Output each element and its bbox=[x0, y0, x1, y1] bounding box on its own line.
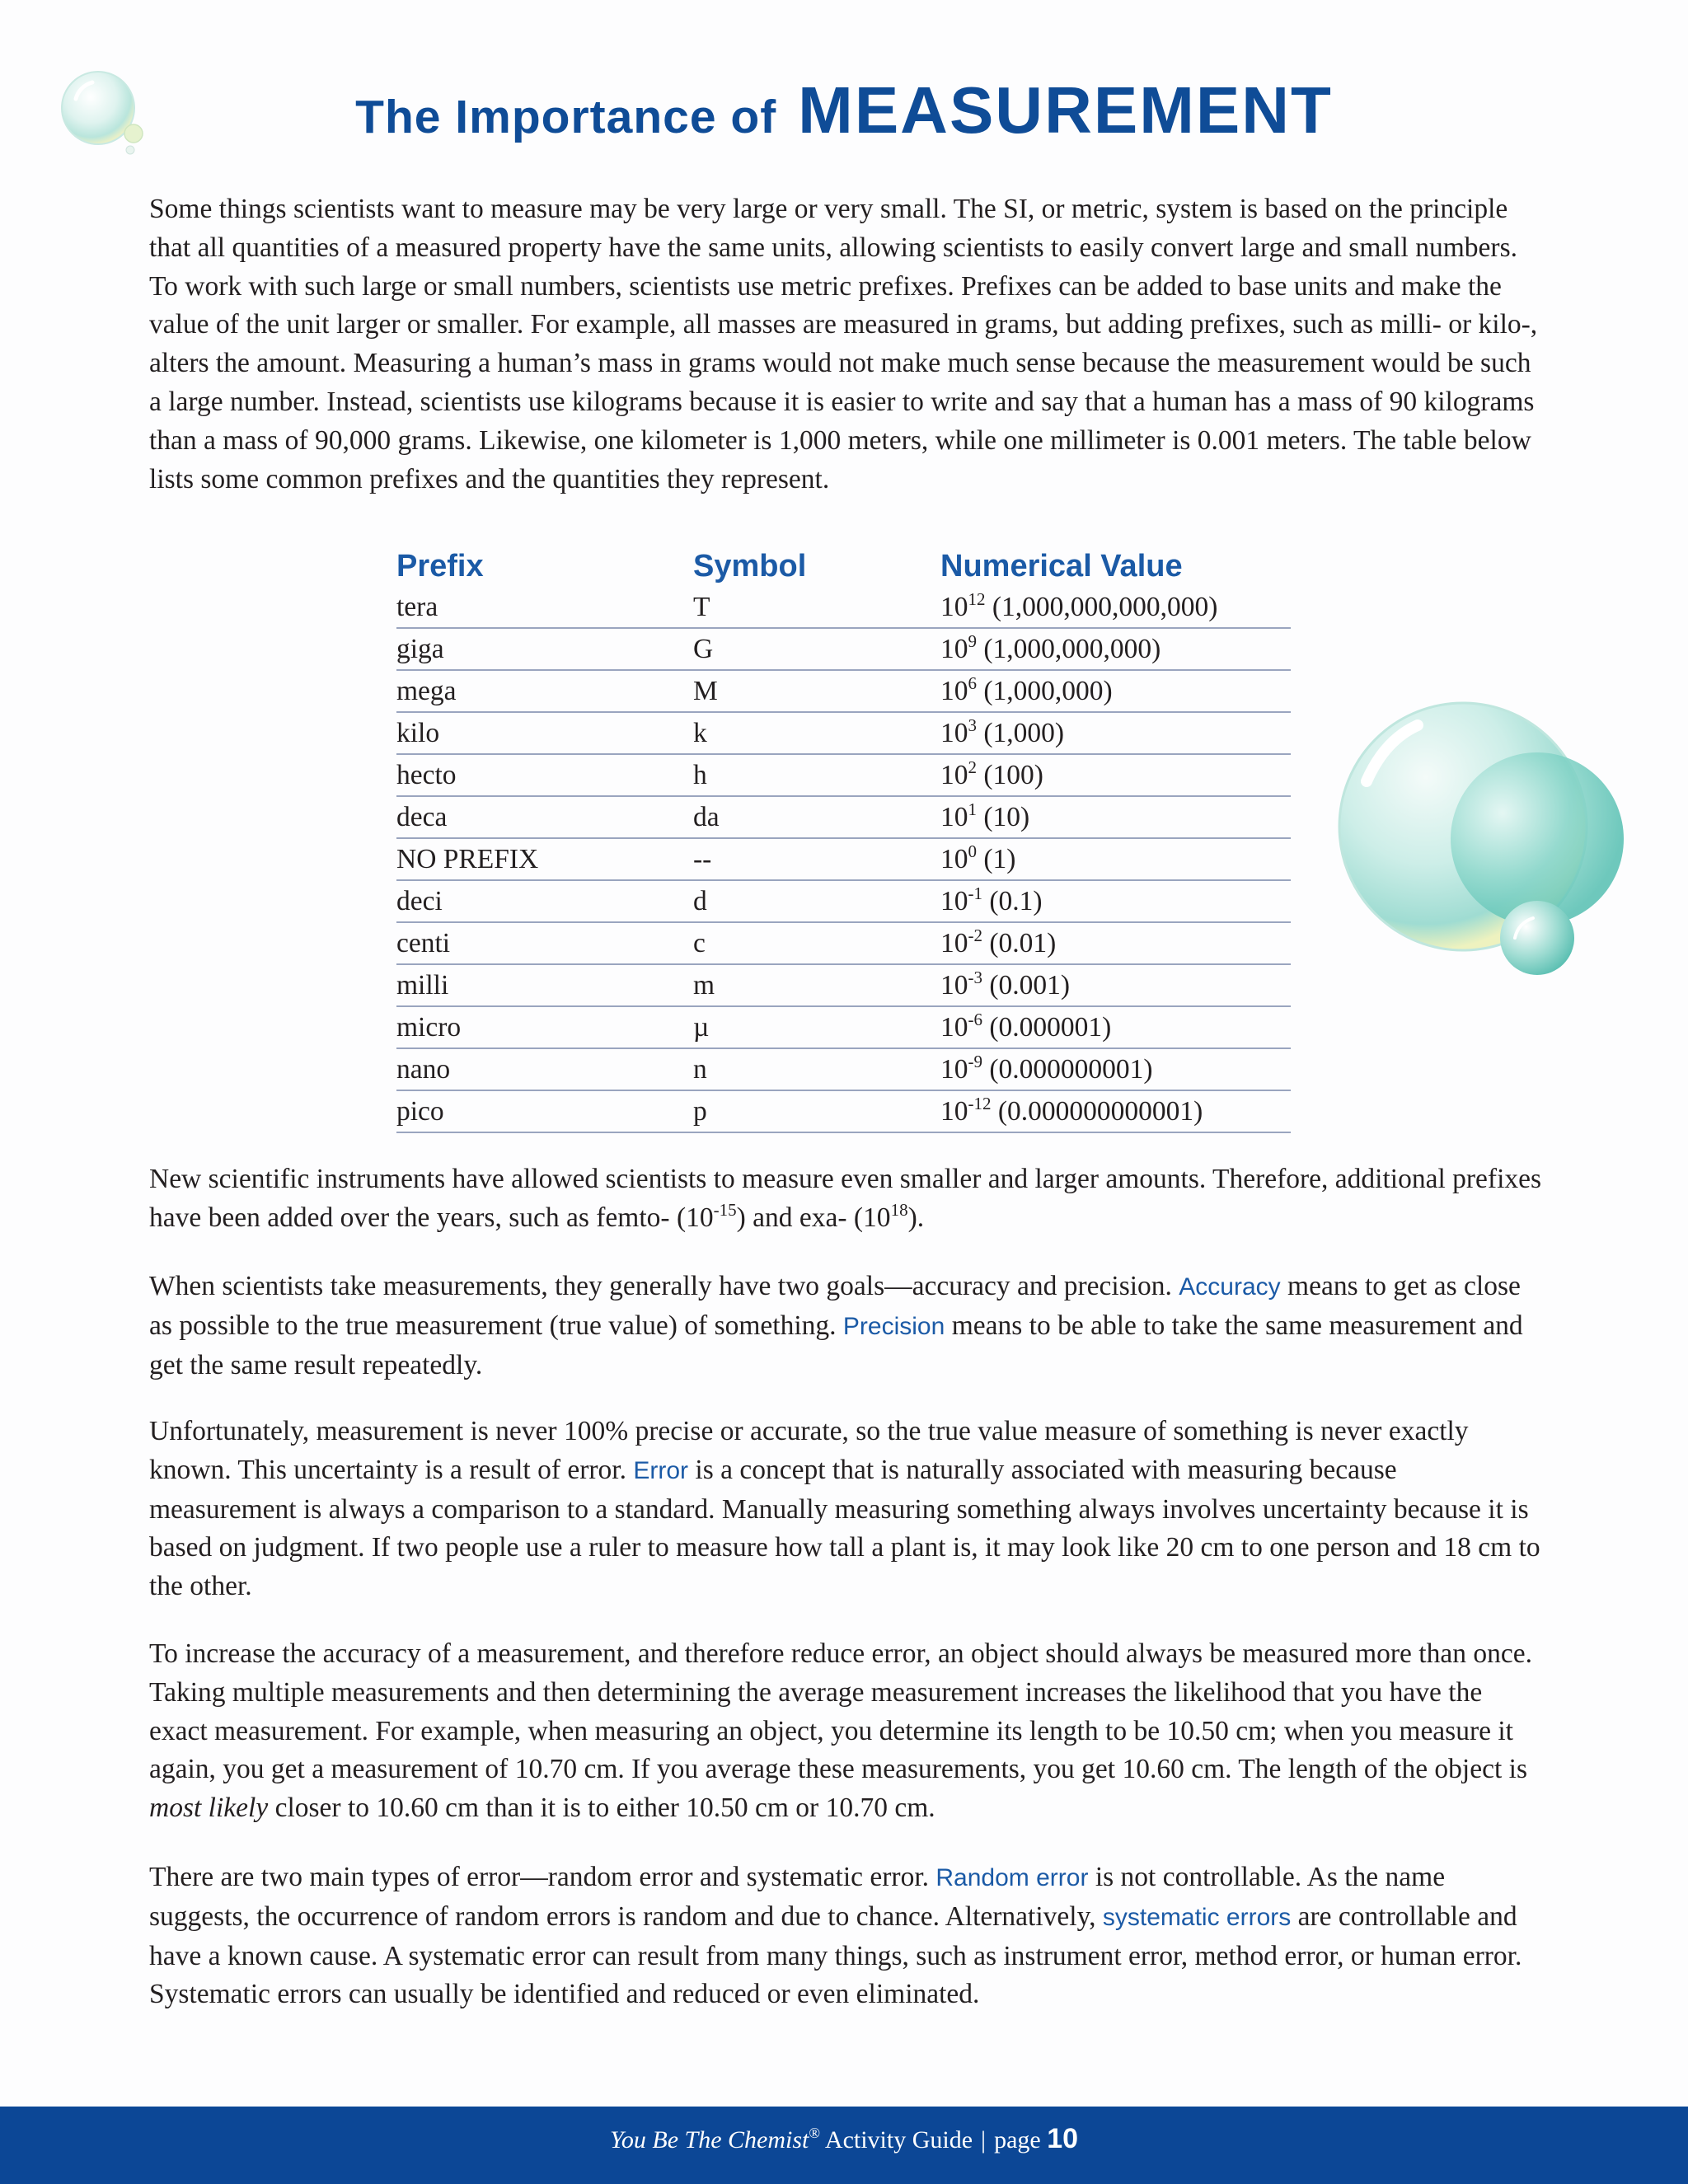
expanded-value: (0.1) bbox=[989, 885, 1043, 916]
term-random-error: Random error bbox=[935, 1864, 1089, 1891]
power-base: 10 bbox=[940, 927, 968, 958]
error-text-2: is a concept that is naturally associated with measuring because measurement is always a comparison to a standard. Manually measuring something always involves uncertainty because it is based on judgment. If two people use a ruler to measure how tall a plant is, it may look like 20 cm to one person and 18 cm to the other. bbox=[149, 1454, 1540, 1602]
cell-prefix: deca bbox=[396, 796, 693, 838]
cell-symbol: p bbox=[693, 1090, 940, 1132]
power-base: 10 bbox=[940, 885, 968, 916]
power-exponent: -1 bbox=[968, 883, 982, 903]
cell-symbol: m bbox=[693, 964, 940, 1006]
types-text-2: is not controllable. As the name suggests, the occurrence of random errors is random and due to chance. Alternatively, bbox=[149, 1862, 1446, 1932]
footer-guide: Activity Guide bbox=[824, 2126, 973, 2154]
cell-numerical-value bbox=[940, 1048, 1291, 1090]
cell-symbol: da bbox=[693, 796, 940, 838]
table-row bbox=[396, 1048, 1291, 1090]
header-numerical-value: Numerical Value bbox=[940, 549, 1183, 583]
cell-prefix: deci bbox=[396, 880, 693, 922]
table-row bbox=[396, 964, 1291, 1006]
header-symbol: Symbol bbox=[693, 549, 807, 583]
expanded-value: (1) bbox=[983, 843, 1016, 874]
table-row bbox=[396, 922, 1291, 964]
power-base: 10 bbox=[940, 717, 968, 748]
expanded-value: (0.001) bbox=[989, 969, 1071, 1001]
expanded-value: (0.01) bbox=[989, 927, 1057, 958]
power-base: 10 bbox=[940, 633, 968, 664]
expanded-value: (1,000,000,000,000) bbox=[992, 591, 1218, 622]
power-exponent: -12 bbox=[968, 1093, 992, 1113]
prefix-table bbox=[396, 536, 1291, 1133]
goals-text-3: means to be able to take the same measurement and get the same result repeatedly. bbox=[149, 1310, 1523, 1380]
cell-symbol: -- bbox=[693, 838, 940, 880]
cell-prefix: hecto bbox=[396, 754, 693, 796]
accuracy-text-1: To increase the accuracy of a measurement, and therefore reduce error, an object should always be measured more than once. Taking multiple measurements and then determining the average measurement increases the likelihood that you have the exact measurement. For example, when measuring an object, you determine its length to be 10.50 cm; when you measure it again, you get a measurement of 10.70 cm. If you average these measurements, you get 10.60 cm. The length of the object is bbox=[149, 1638, 1532, 1785]
cell-prefix: NO PREFIX bbox=[396, 838, 693, 880]
power-base: 10 bbox=[940, 969, 968, 1001]
instruments-text-2: ) and exa- (10 bbox=[736, 1202, 891, 1233]
power-exponent: 6 bbox=[968, 673, 977, 693]
cell-symbol: M bbox=[693, 670, 940, 712]
cell-numerical-value bbox=[940, 838, 1291, 880]
cell-symbol: G bbox=[693, 628, 940, 670]
cell-symbol: T bbox=[693, 587, 940, 628]
cell-numerical-value bbox=[940, 1006, 1291, 1048]
expanded-value: (1,000,000) bbox=[983, 675, 1113, 706]
table-header-row bbox=[396, 536, 1291, 587]
power-base: 10 bbox=[940, 1095, 968, 1127]
cell-numerical-value bbox=[940, 796, 1291, 838]
power-base: 10 bbox=[940, 759, 968, 790]
cell-prefix: nano bbox=[396, 1048, 693, 1090]
cell-numerical-value bbox=[940, 712, 1291, 754]
cell-prefix: mega bbox=[396, 670, 693, 712]
table-row bbox=[396, 670, 1291, 712]
power-exponent: -9 bbox=[968, 1051, 982, 1071]
cell-numerical-value bbox=[940, 880, 1291, 922]
cell-prefix: pico bbox=[396, 1090, 693, 1132]
registered-mark: ® bbox=[809, 2125, 821, 2141]
page-number: 10 bbox=[1047, 2123, 1079, 2154]
power-base: 10 bbox=[940, 801, 968, 832]
cell-numerical-value bbox=[940, 628, 1291, 670]
table-row bbox=[396, 880, 1291, 922]
cell-symbol: h bbox=[693, 754, 940, 796]
cell-numerical-value bbox=[940, 670, 1291, 712]
term-error: Error bbox=[633, 1456, 689, 1484]
cell-symbol: µ bbox=[693, 1006, 940, 1048]
table-row bbox=[396, 838, 1291, 880]
cell-prefix: kilo bbox=[396, 712, 693, 754]
table-row bbox=[396, 1006, 1291, 1048]
cell-numerical-value bbox=[940, 964, 1291, 1006]
expanded-value: (0.000000000001) bbox=[997, 1095, 1203, 1127]
instruments-paragraph bbox=[149, 1160, 1542, 1238]
expanded-value: (10) bbox=[983, 801, 1030, 832]
error-types-paragraph bbox=[149, 1858, 1542, 2014]
table-row bbox=[396, 587, 1291, 628]
table-row bbox=[396, 796, 1291, 838]
power-base: 10 bbox=[940, 675, 968, 706]
power-exponent: -6 bbox=[968, 1009, 982, 1029]
expanded-value: (100) bbox=[983, 759, 1043, 790]
power-base: 10 bbox=[940, 843, 968, 874]
footer-page-label: page bbox=[994, 2126, 1041, 2154]
goals-text-2: means to get as close as possible to the true measurement (true value) of something. bbox=[149, 1271, 1521, 1341]
prefix-table-body bbox=[396, 587, 1291, 1132]
power-exponent: 2 bbox=[968, 757, 977, 777]
expanded-value: (0.000001) bbox=[989, 1011, 1112, 1043]
power-base: 10 bbox=[940, 591, 968, 622]
power-exponent: -2 bbox=[968, 925, 982, 945]
power-exponent: 1 bbox=[968, 799, 977, 819]
table-row bbox=[396, 712, 1291, 754]
instruments-text-3: ). bbox=[907, 1202, 925, 1233]
cell-prefix: tera bbox=[396, 587, 693, 628]
goals-paragraph bbox=[149, 1268, 1542, 1385]
power-exponent: 12 bbox=[968, 588, 986, 609]
power-exponent: 9 bbox=[968, 630, 977, 651]
goals-text-1: When scientists take measurements, they generally have two goals—accuracy and precision. bbox=[149, 1271, 1172, 1301]
cell-symbol: k bbox=[693, 712, 940, 754]
power-exponent: 0 bbox=[968, 841, 977, 861]
expanded-value: (1,000) bbox=[983, 717, 1065, 748]
cell-prefix: milli bbox=[396, 964, 693, 1006]
instruments-text-1: New scientific instruments have allowed scientists to measure even smaller and larger amounts. Therefore, additional prefixes have been added over the years, such as femto- (10 bbox=[149, 1164, 1542, 1233]
cell-numerical-value bbox=[940, 754, 1291, 796]
footer-brand: You Be The Chemist bbox=[609, 2126, 809, 2154]
footer-bar bbox=[0, 2107, 1688, 2184]
header-prefix: Prefix bbox=[396, 549, 484, 583]
page-title bbox=[0, 73, 1688, 148]
power-base: 10 bbox=[940, 1011, 968, 1043]
accuracy-paragraph bbox=[149, 1635, 1542, 1828]
term-precision: Precision bbox=[842, 1312, 945, 1340]
title-prefix: The Importance of bbox=[355, 91, 777, 143]
term-accuracy: Accuracy bbox=[1179, 1273, 1281, 1301]
table-row bbox=[396, 754, 1291, 796]
bubble-cluster-icon bbox=[1327, 691, 1640, 987]
cell-symbol: c bbox=[693, 922, 940, 964]
term-systematic-errors: systematic errors bbox=[1102, 1903, 1292, 1931]
types-text-1: There are two main types of error—random error and systematic error. bbox=[149, 1862, 929, 1892]
cell-symbol: n bbox=[693, 1048, 940, 1090]
most-likely-emphasis: most likely bbox=[149, 1793, 269, 1824]
exa-exponent: 18 bbox=[890, 1199, 908, 1220]
title-main: MEASUREMENT bbox=[798, 73, 1333, 147]
femto-exponent: -15 bbox=[713, 1199, 737, 1220]
cell-numerical-value bbox=[940, 922, 1291, 964]
cell-numerical-value bbox=[940, 587, 1291, 628]
table-row bbox=[396, 1090, 1291, 1132]
cell-numerical-value bbox=[940, 1090, 1291, 1132]
types-text-3: are controllable and have a known cause. A systematic error can result from many things, such as instrument error, method error, or human error. Systematic errors can usually be identified and reduced or even eliminated. bbox=[149, 1900, 1522, 2010]
intro-paragraph: Some things scientists want to measure may be very large or very small. The SI, or metric, system is based on the principle that all quantities of a measured property have the same units, allowing scientists to easily convert large and small numbers. To work with such large or small numbers, scientists use metric prefixes. Prefixes can be added to base units and make the value of the unit larger or smaller. For example, all masses are measured in grams, but adding prefixes, such as milli- or kilo-, alters the amount. Measuring a human’s mass in grams would not make much sense because the measurement would be such a large number. Instead, scientists use kilograms because it is easier to write and say that a human has a mass of 90 kilograms than a mass of 90,000 grams. Likewise, one kilometer is 1,000 meters, while one millimeter is 0.001 meters. The table below lists some common prefixes and the quantities they represent. bbox=[149, 194, 1538, 494]
table-row bbox=[396, 628, 1291, 670]
power-exponent: -3 bbox=[968, 967, 982, 987]
accuracy-text-2: closer to 10.60 cm than it is to either 10.50 cm or 10.70 cm. bbox=[274, 1793, 935, 1824]
cell-prefix: micro bbox=[396, 1006, 693, 1048]
cell-prefix: centi bbox=[396, 922, 693, 964]
power-base: 10 bbox=[940, 1053, 968, 1085]
power-exponent: 3 bbox=[968, 715, 977, 735]
expanded-value: (1,000,000,000) bbox=[983, 633, 1161, 664]
cell-prefix: giga bbox=[396, 628, 693, 670]
cell-symbol: d bbox=[693, 880, 940, 922]
expanded-value: (0.000000001) bbox=[989, 1053, 1153, 1085]
error-text-1: Unfortunately, measurement is never 100% precise or accurate, so the true value measure of something is never exactly known. This uncertainty is a result of error. bbox=[149, 1416, 1469, 1485]
footer-separator: | bbox=[981, 2126, 987, 2154]
error-paragraph bbox=[149, 1413, 1542, 1606]
